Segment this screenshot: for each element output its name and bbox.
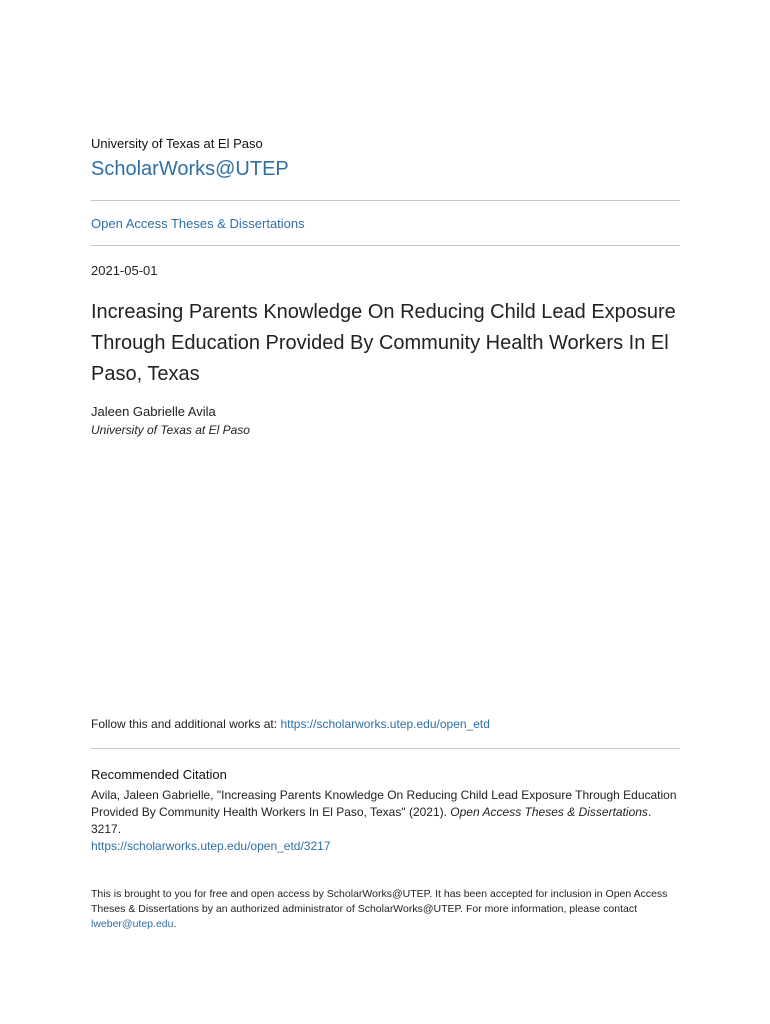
collection-link[interactable]: Open Access Theses & Dissertations xyxy=(91,216,305,231)
author-affiliation: University of Texas at El Paso xyxy=(91,423,250,437)
publication-date: 2021-05-01 xyxy=(91,263,158,278)
divider xyxy=(91,245,680,246)
author-name: Jaleen Gabrielle Avila xyxy=(91,404,216,419)
page-title: Increasing Parents Knowledge On Reducing Child Lead Exposure Through Education Provided By Community Health Workers In El Paso, Texas xyxy=(91,301,676,385)
divider xyxy=(91,200,680,201)
follow-text: Follow this and additional works at: xyxy=(91,717,281,731)
citation-text: Avila, Jaleen Gabrielle, "Increasing Parents Knowledge On Reducing Child Lead Exposure Through Education Provided By Community Health Workers In El Paso, Texas" (2021). xyxy=(91,788,677,819)
citation-block xyxy=(91,787,681,855)
citation-link[interactable]: https://scholarworks.utep.edu/open_etd/3217 xyxy=(91,839,331,853)
notice-text: This is brought to you for free and open access by ScholarWorks@UTEP. It has been accepted for inclusion in Open Access Theses & Dissertations by an authorized administrator of ScholarWorks@UTEP. For more information, please contact xyxy=(91,888,668,915)
citation-series: Open Access Theses & Dissertations xyxy=(450,805,648,819)
citation-number: . 3217. xyxy=(91,805,652,836)
institution-name: University of Texas at El Paso xyxy=(91,136,263,151)
repository-link[interactable]: ScholarWorks@UTEP xyxy=(91,158,289,180)
divider xyxy=(91,748,680,749)
contact-email-link[interactable]: lweber@utep.edu xyxy=(91,918,174,930)
notice-end: . xyxy=(173,918,177,930)
follow-link[interactable]: https://scholarworks.utep.edu/open_etd xyxy=(280,717,490,731)
recommended-citation-heading: Recommended Citation xyxy=(91,767,227,782)
follow-line xyxy=(91,717,490,731)
access-notice xyxy=(91,887,681,932)
